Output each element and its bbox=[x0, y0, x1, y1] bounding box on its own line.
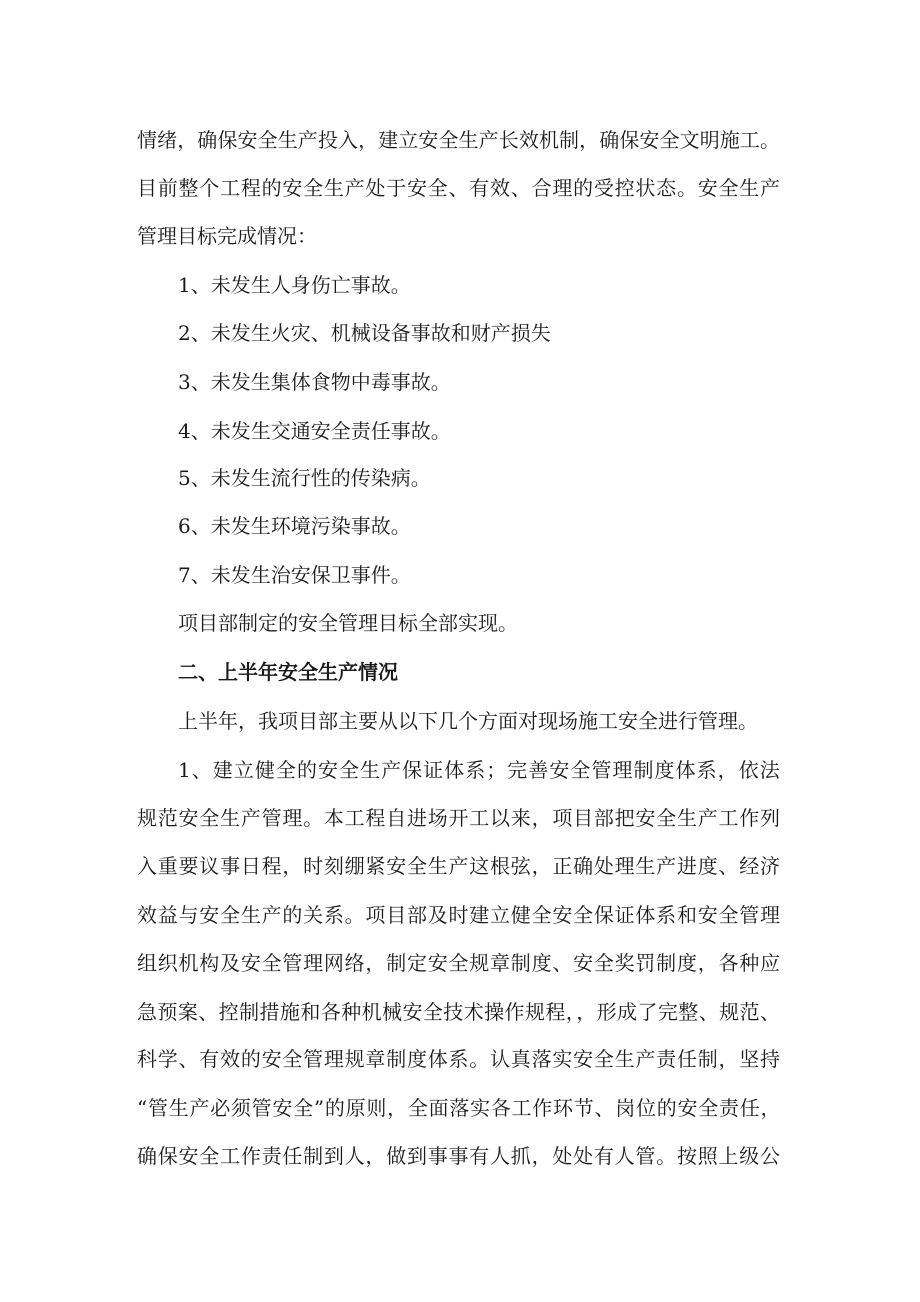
paragraph-line: 1、建立健全的安全生产保证体系；完善安全管理制度体系，依法 bbox=[178, 758, 781, 782]
section-heading: 二、上半年安全生产情况 bbox=[178, 660, 398, 684]
paragraph-line: 目前整个工程的安全生产处于安全、有效、合理的受控状态。安全生产 bbox=[137, 176, 781, 200]
paragraph-line: 入重要议事日程，时刻绷紧安全生产这根弦，正确处理生产进度、经济 bbox=[137, 854, 781, 878]
paragraph-line: 确保安全工作责任制到人，做到事事有人抓，处处有人管。按照上级公 bbox=[137, 1144, 781, 1168]
paragraph-line: 规范安全生产管理。本工程自进场开工以来，项目部把安全生产工作列 bbox=[137, 806, 781, 830]
list-item: 2、未发生火灾、机械设备事故和财产损失 bbox=[178, 321, 551, 345]
paragraph-line: 管理目标完成情况： bbox=[137, 224, 317, 248]
list-item: 5、未发生流行性的传染病。 bbox=[178, 466, 431, 490]
list-item: 6、未发生环境污染事故。 bbox=[178, 514, 411, 538]
paragraph-line: 组织机构及安全管理网络，制定安全规章制度、安全奖罚制度，各种应 bbox=[137, 951, 781, 975]
paragraph-line: 急预案、控制措施和各种机械安全技术操作规程，，形成了完整、规范、 bbox=[137, 1000, 781, 1024]
list-item: 4、未发生交通安全责任事故。 bbox=[178, 419, 451, 443]
paragraph-line: 上半年，我项目部主要从以下几个方面对现场施工安全进行管理。 bbox=[178, 709, 758, 733]
list-item: 1、未发生人身伤亡事故。 bbox=[178, 273, 411, 297]
paragraph-line: “管生产必须管安全”的原则，全面落实各工作环节、岗位的安全责任， bbox=[137, 1096, 782, 1120]
paragraph-line: 科学、有效的安全管理规章制度体系。认真落实安全生产责任制，坚持 bbox=[137, 1047, 781, 1071]
list-item: 7、未发生治安保卫事件。 bbox=[178, 563, 411, 587]
paragraph-line: 效益与安全生产的关系。项目部及时建立健全安全保证体系和安全管理 bbox=[137, 903, 781, 927]
list-item: 3、未发生集体食物中毒事故。 bbox=[178, 370, 451, 394]
paragraph-line: 项目部制定的安全管理目标全部实现。 bbox=[178, 611, 518, 635]
paragraph-line: 情绪，确保安全生产投入，建立安全生产长效机制，确保安全文明施工。 bbox=[137, 128, 781, 152]
